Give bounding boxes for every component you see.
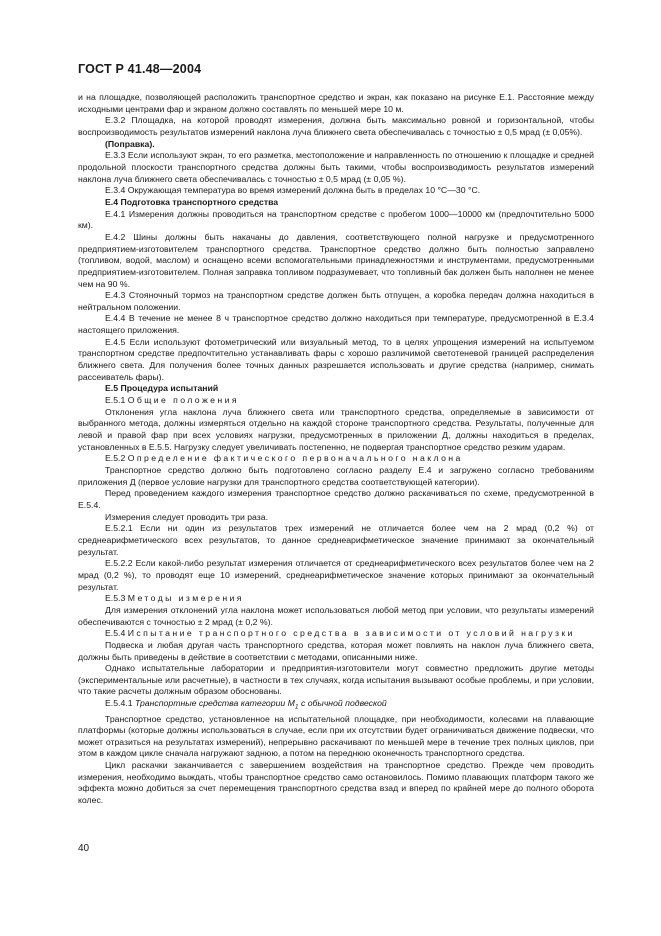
subsection-title: Испытание транспортного средства в зависимости от условий нагрузки [127,628,575,639]
section-heading: (Поправка). [105,138,155,149]
paragraph: Е.5.2.1 Если ни один из результатов трех измерений не отличается более чем на 2 мрад (0,2 %) от среднеарифметического всех результатов, то данное среднеарифметическое значение принимают за окончательный результат. [78,523,594,557]
paragraph: Е.4.3 Стояночный тормоз на транспортном средстве должен быть отпущен, а коробка передач должна находиться в нейтральном положении. [78,290,594,312]
paragraph: Цикл раскачки заканчивается с завершением воздействия на транспортное средство. Прежде чем проводить измерения, необходимо выждать, чтобы транспортное средство само остановилось. Помимо плавающих платформ такого же эффекта можно добиться за счет перемещения транспортного средства взад и вперед по крайней мере до полного оборота колес. [78,760,594,806]
paragraph: Однако испытательные лаборатории и предприятия-изготовители могут совместно предложить другие методы (экспериментальные или расчетные), в частности в тех случаях, когда испытания вызывают особые проблемы, и при условии, что такие расчеты должным образом обоснованы. [78,663,594,697]
paragraph: и на площадке, позволяющей расположить транспортное средство и экран, как показано на рисунке Е.1. Расстояние между исходными центрами фар и экраном должно составлять по меньшей мере 10 м. [78,92,594,114]
subsection-heading [78,628,594,640]
subsection-number: Е.5.1 [105,395,126,406]
document-header: ГОСТ Р 41.48—2004 [78,62,202,76]
document-body [78,92,594,807]
subsection-title: Определение фактического первоначального наклона [127,453,463,464]
paragraph: Для измерения отклонений угла наклона может использоваться любой метод при условии, что результаты измерений обеспечиваются с точностью ± 2 мрад (± 0,2 %). [78,604,594,627]
subsection-title-tail: с обычной подвеской [298,698,387,709]
paragraph: Подвеска и любая другая часть транспортного средства, которая может повлиять на наклон луча ближнего света, должны быть приведены в действие в соответствии с методами, описанными ниже. [78,639,594,662]
subscript: 1 [294,703,299,711]
subsection-heading [78,593,594,605]
subsection-number: Е.5.4 [105,628,126,639]
subsection-heading [78,453,594,465]
section-heading: Е.5 Процедура испытаний [105,383,219,394]
paragraph: Е.4.4 В течение не менее 8 ч транспортное средство должно находиться при температуре, предусмотренной в Е.3.4 настоящего приложения. [78,313,594,336]
section-heading: Е.4 Подготовка транспортного средства [105,196,279,207]
subsection-number: Е.5.2 [105,453,126,464]
paragraph: Е.5.2.2 Если какой-либо результат измерения отличается от среднеарифметического всех результатов более чем на 2 мрад (0,2 %), то проводят еще 10 измерений, среднеарифметическое значение которых принимают за окончательный результат. [78,558,594,592]
subsection-title: Методы измерения [127,593,244,604]
paragraph: Отклонения угла наклона луча ближнего света или транспортного средства, определяемые в зависимости от выбранного метода, должны измеряться отдельно на каждой стороне транспортного средства. Результаты, полученные для левой и правой фар при всех условиях нагрузки, предусмотренных в приложении Д, должны находиться в пределах, установленных в Е.5.5. Нагрузку следует увеличивать постепенно, не подвергая транспортное средство резким ударам. [78,406,594,452]
paragraph: Транспортное средство должно быть подготовлено согласно разделу Е.4 и загружено согласно требованиям приложения Д (первое условие нагрузки для транспортного средства соответствующей категории). [78,465,594,487]
paragraph: Е.3.2 Площадка, на которой проводят измерения, должна быть максимально ровной и горизонтальной, чтобы воспроизводимость результатов измерений наклона луча ближнего света обеспечивалась с точностью ± 0,5 мрад (± 0,05%). [78,115,594,137]
subsection-title: Транспортные средства категории М [134,698,295,709]
paragraph: Е.4.1 Измерения должны проводиться на транспортном средстве с пробегом 1000—10000 км (предпочтительно 5000 км). [78,208,594,231]
subsection-heading [78,698,594,713]
paragraph: Измерения следует проводить три раза. [105,511,269,522]
paragraph: Е.4.2 Шины должны быть накачаны до давления, соответствующего полной нагрузке и предусмотренного предприятием-изготовителем транспортного средства. Транспортное средство должно быть полностью заправлено (топливом, водой, маслом) и оснащено всеми вспомогательными принадлежностями и инструментами, предусмотренными предприятием-изготовителем. Полная заправка топливом подразумевает, что топливный бак должен быть наполнен не менее чем на 90 %. [78,231,594,289]
paragraph: Е.3.3 Если используют экран, то его разметка, местоположение и направленность по отношению к площадке и средней продольной плоскости транспортного средства должны быть такими, чтобы воспроизводимость результатов измерений наклона луча ближнего света обеспечивалась с точностью ± 0,5 мрад (± 0,05 %). [78,150,594,184]
subsection-number: Е.5.3 [105,593,126,604]
paragraph: Е.3.4 Окружающая температура во время измерений должна быть в пределах 10 °С—30 °С. [105,185,481,196]
paragraph: Е.4.5 Если используют фотометрический или визуальный метод, то в целях упрощения измерений на испытуемом транспортном средстве предпочтительно устанавливать фары с хорошо различимой светотеневой границей распределения ближнего света. Для получения более точных данных разрешается использовать и другие средства (например, снимать рассеиватель фары). [78,336,594,382]
subsection-number: Е.5.4.1 [105,698,133,709]
subsection-title: Общие положения [127,395,239,406]
paragraph: Перед проведением каждого измерения транспортное средство должно раскачиваться по схеме, предусмотренной в Е.5.4. [78,488,594,510]
paragraph: Транспортное средство, установленное на испытательной площадке, при необходимости, колесами на плавающие платформы (которые должны использоваться в случае, если при их отсутствии будет ограничиваться движение подвески, что может отразиться на результатах измерений), непрерывно раскачивают по меньшей мере в течение трех полных циклов, при этом в каждом цикле сначала нагружают заднюю, а потом на переднюю оконечность транспортного средства. [78,713,594,759]
subsection-heading [78,395,594,407]
page-number: 40 [78,843,90,854]
